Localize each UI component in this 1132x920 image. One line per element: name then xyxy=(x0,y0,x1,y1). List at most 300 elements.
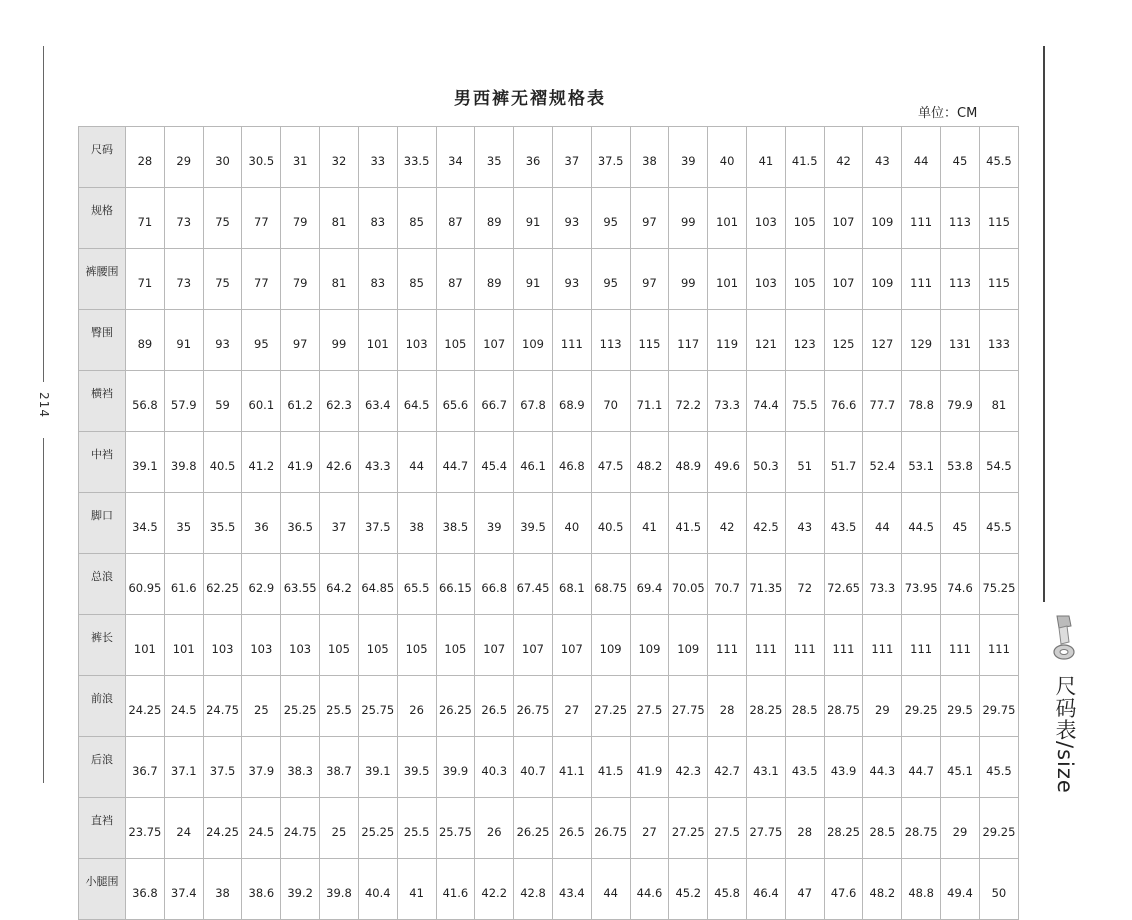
table-cell: 43.4 xyxy=(552,859,591,920)
table-cell: 105 xyxy=(436,615,475,676)
table-cell: 24.75 xyxy=(203,676,242,737)
table-cell: 70.7 xyxy=(708,554,747,615)
page-number: 214 xyxy=(37,392,51,418)
table-cell: 42.2 xyxy=(475,859,514,920)
table-cell: 51.7 xyxy=(824,432,863,493)
size-spec-table xyxy=(78,126,1019,920)
table-cell: 113 xyxy=(591,310,630,371)
table-cell: 38 xyxy=(397,493,436,554)
table-cell: 35.5 xyxy=(203,493,242,554)
table-cell: 119 xyxy=(708,310,747,371)
table-cell: 41 xyxy=(747,127,786,188)
table-cell: 42.5 xyxy=(747,493,786,554)
table-cell: 66.15 xyxy=(436,554,475,615)
table-cell: 41.5 xyxy=(785,127,824,188)
table-cell: 39.5 xyxy=(397,737,436,798)
table-cell: 111 xyxy=(747,615,786,676)
table-row xyxy=(79,676,1019,737)
table-cell: 127 xyxy=(863,310,902,371)
table-cell: 41 xyxy=(630,493,669,554)
table-cell: 111 xyxy=(863,615,902,676)
table-row xyxy=(79,859,1019,920)
table-cell: 28 xyxy=(708,676,747,737)
table-cell: 79.9 xyxy=(941,371,980,432)
table-cell: 75.5 xyxy=(785,371,824,432)
table-cell: 91 xyxy=(514,249,553,310)
table-cell: 27.5 xyxy=(630,676,669,737)
table-cell: 25.75 xyxy=(358,676,397,737)
row-header: 总浪 xyxy=(79,554,126,615)
table-cell: 28.75 xyxy=(824,676,863,737)
table-cell: 39.9 xyxy=(436,737,475,798)
table-cell: 111 xyxy=(902,249,941,310)
table-cell: 38.3 xyxy=(281,737,320,798)
table-cell: 38.5 xyxy=(436,493,475,554)
table-cell: 33.5 xyxy=(397,127,436,188)
table-cell: 105 xyxy=(785,249,824,310)
table-cell: 42.8 xyxy=(514,859,553,920)
table-cell: 44 xyxy=(591,859,630,920)
table-cell: 45.2 xyxy=(669,859,708,920)
table-cell: 103 xyxy=(747,249,786,310)
table-cell: 68.9 xyxy=(552,371,591,432)
table-cell: 28.5 xyxy=(863,798,902,859)
table-cell: 111 xyxy=(708,615,747,676)
row-header: 臀围 xyxy=(79,310,126,371)
table-cell: 43 xyxy=(785,493,824,554)
table-cell: 36 xyxy=(242,493,281,554)
table-cell: 26 xyxy=(475,798,514,859)
table-cell: 121 xyxy=(747,310,786,371)
table-cell: 131 xyxy=(941,310,980,371)
table-cell: 27 xyxy=(552,676,591,737)
table-cell: 26.75 xyxy=(591,798,630,859)
table-cell: 25.5 xyxy=(320,676,359,737)
table-cell: 28.25 xyxy=(747,676,786,737)
row-header: 前浪 xyxy=(79,676,126,737)
table-cell: 51 xyxy=(785,432,824,493)
table-cell: 37.5 xyxy=(203,737,242,798)
table-cell: 83 xyxy=(358,249,397,310)
table-cell: 30.5 xyxy=(242,127,281,188)
table-cell: 25.25 xyxy=(281,676,320,737)
table-cell: 27.75 xyxy=(669,676,708,737)
right-margin-line xyxy=(1043,46,1045,602)
table-cell: 125 xyxy=(824,310,863,371)
table-cell: 71.1 xyxy=(630,371,669,432)
table-cell: 43 xyxy=(863,127,902,188)
table-cell: 44 xyxy=(863,493,902,554)
table-cell: 105 xyxy=(785,188,824,249)
table-cell: 103 xyxy=(747,188,786,249)
table-cell: 28 xyxy=(126,127,165,188)
table-cell: 63.55 xyxy=(281,554,320,615)
table-cell: 38 xyxy=(630,127,669,188)
table-cell: 99 xyxy=(669,188,708,249)
table-cell: 28.75 xyxy=(902,798,941,859)
table-cell: 46.8 xyxy=(552,432,591,493)
table-cell: 99 xyxy=(320,310,359,371)
table-cell: 103 xyxy=(203,615,242,676)
table-cell: 25.75 xyxy=(436,798,475,859)
table-cell: 38 xyxy=(203,859,242,920)
table-cell: 93 xyxy=(203,310,242,371)
table-cell: 25 xyxy=(242,676,281,737)
row-header: 中裆 xyxy=(79,432,126,493)
table-cell: 37.1 xyxy=(164,737,203,798)
table-cell: 34 xyxy=(436,127,475,188)
table-cell: 113 xyxy=(941,249,980,310)
table-cell: 97 xyxy=(630,249,669,310)
table-cell: 49.4 xyxy=(941,859,980,920)
table-cell: 91 xyxy=(164,310,203,371)
table-cell: 57.9 xyxy=(164,371,203,432)
table-cell: 109 xyxy=(863,249,902,310)
table-cell: 93 xyxy=(552,188,591,249)
table-cell: 29.25 xyxy=(979,798,1018,859)
table-cell: 26.25 xyxy=(436,676,475,737)
table-cell: 79 xyxy=(281,188,320,249)
table-cell: 65.5 xyxy=(397,554,436,615)
table-cell: 31 xyxy=(281,127,320,188)
table-cell: 113 xyxy=(941,188,980,249)
table-cell: 78.8 xyxy=(902,371,941,432)
table-cell: 73.95 xyxy=(902,554,941,615)
table-cell: 101 xyxy=(708,188,747,249)
table-cell: 38.7 xyxy=(320,737,359,798)
table-cell: 45.5 xyxy=(979,493,1018,554)
table-cell: 69.4 xyxy=(630,554,669,615)
row-header: 裤腰围 xyxy=(79,249,126,310)
table-row xyxy=(79,737,1019,798)
table-cell: 109 xyxy=(514,310,553,371)
table-cell: 73.3 xyxy=(708,371,747,432)
table-cell: 68.1 xyxy=(552,554,591,615)
table-cell: 43.1 xyxy=(747,737,786,798)
table-cell: 40.7 xyxy=(514,737,553,798)
table-cell: 75 xyxy=(203,188,242,249)
table-cell: 37 xyxy=(320,493,359,554)
table-cell: 73 xyxy=(164,188,203,249)
table-cell: 53.8 xyxy=(941,432,980,493)
side-label: 尺码表/size xyxy=(1053,675,1077,794)
table-row xyxy=(79,188,1019,249)
table-cell: 28.25 xyxy=(824,798,863,859)
table-cell: 32 xyxy=(320,127,359,188)
table-row xyxy=(79,798,1019,859)
table-cell: 70 xyxy=(591,371,630,432)
table-cell: 59 xyxy=(203,371,242,432)
table-cell: 65.6 xyxy=(436,371,475,432)
table-cell: 29 xyxy=(941,798,980,859)
table-cell: 40.4 xyxy=(358,859,397,920)
table-cell: 44.3 xyxy=(863,737,902,798)
table-cell: 26.25 xyxy=(514,798,553,859)
table-cell: 37.5 xyxy=(358,493,397,554)
table-cell: 45 xyxy=(941,127,980,188)
table-cell: 111 xyxy=(979,615,1018,676)
table-cell: 111 xyxy=(941,615,980,676)
table-cell: 45.1 xyxy=(941,737,980,798)
table-cell: 64.85 xyxy=(358,554,397,615)
table-cell: 40.5 xyxy=(591,493,630,554)
table-cell: 117 xyxy=(669,310,708,371)
table-cell: 74.4 xyxy=(747,371,786,432)
table-cell: 39 xyxy=(475,493,514,554)
table-row xyxy=(79,249,1019,310)
table-cell: 66.7 xyxy=(475,371,514,432)
table-cell: 105 xyxy=(320,615,359,676)
table-cell: 45.4 xyxy=(475,432,514,493)
table-cell: 99 xyxy=(669,249,708,310)
table-cell: 43.3 xyxy=(358,432,397,493)
table-cell: 109 xyxy=(630,615,669,676)
table-cell: 53.1 xyxy=(902,432,941,493)
table-cell: 111 xyxy=(902,188,941,249)
table-cell: 103 xyxy=(281,615,320,676)
table-cell: 41.9 xyxy=(281,432,320,493)
table-cell: 101 xyxy=(126,615,165,676)
table-cell: 56.8 xyxy=(126,371,165,432)
table-cell: 42 xyxy=(708,493,747,554)
table-cell: 42.6 xyxy=(320,432,359,493)
table-cell: 27.25 xyxy=(591,676,630,737)
table-cell: 111 xyxy=(552,310,591,371)
table-cell: 36 xyxy=(514,127,553,188)
table-cell: 29.25 xyxy=(902,676,941,737)
table-cell: 45 xyxy=(941,493,980,554)
table-cell: 63.4 xyxy=(358,371,397,432)
table-cell: 43.5 xyxy=(785,737,824,798)
table-row xyxy=(79,310,1019,371)
table-row xyxy=(79,371,1019,432)
table-cell: 54.5 xyxy=(979,432,1018,493)
table-cell: 40.5 xyxy=(203,432,242,493)
table-cell: 81 xyxy=(320,249,359,310)
table-cell: 97 xyxy=(630,188,669,249)
row-header: 小腿围 xyxy=(79,859,126,920)
table-cell: 107 xyxy=(475,615,514,676)
table-cell: 62.3 xyxy=(320,371,359,432)
table-cell: 115 xyxy=(979,188,1018,249)
page-title: 男西裤无褶规格表 xyxy=(454,89,606,109)
table-cell: 39 xyxy=(669,127,708,188)
table-cell: 41.1 xyxy=(552,737,591,798)
table-cell: 71 xyxy=(126,249,165,310)
left-margin-line-top xyxy=(43,46,44,382)
row-header: 脚口 xyxy=(79,493,126,554)
table-cell: 77.7 xyxy=(863,371,902,432)
table-cell: 95 xyxy=(242,310,281,371)
table-cell: 81 xyxy=(320,188,359,249)
table-cell: 26.5 xyxy=(552,798,591,859)
table-cell: 77 xyxy=(242,249,281,310)
table-cell: 103 xyxy=(242,615,281,676)
table-cell: 52.4 xyxy=(863,432,902,493)
table-cell: 115 xyxy=(630,310,669,371)
table-cell: 45.8 xyxy=(708,859,747,920)
table-cell: 85 xyxy=(397,249,436,310)
table-cell: 37.9 xyxy=(242,737,281,798)
table-cell: 129 xyxy=(902,310,941,371)
table-cell: 79 xyxy=(281,249,320,310)
tape-measure-icon xyxy=(1049,612,1077,662)
table-cell: 24 xyxy=(164,798,203,859)
table-cell: 105 xyxy=(436,310,475,371)
table-cell: 43.9 xyxy=(824,737,863,798)
table-cell: 111 xyxy=(824,615,863,676)
table-cell: 44 xyxy=(397,432,436,493)
left-margin-line-bottom xyxy=(43,438,44,783)
table-cell: 42.7 xyxy=(708,737,747,798)
table-cell: 38.6 xyxy=(242,859,281,920)
table-cell: 75.25 xyxy=(979,554,1018,615)
table-cell: 27.75 xyxy=(747,798,786,859)
table-cell: 83 xyxy=(358,188,397,249)
table-cell: 39.8 xyxy=(164,432,203,493)
table-cell: 50.3 xyxy=(747,432,786,493)
table-cell: 24.25 xyxy=(126,676,165,737)
table-cell: 91 xyxy=(514,188,553,249)
table-cell: 133 xyxy=(979,310,1018,371)
table-cell: 47 xyxy=(785,859,824,920)
row-header: 后浪 xyxy=(79,737,126,798)
table-cell: 23.75 xyxy=(126,798,165,859)
table-cell: 25.25 xyxy=(358,798,397,859)
table-cell: 29 xyxy=(164,127,203,188)
table-cell: 44.7 xyxy=(902,737,941,798)
table-cell: 41.5 xyxy=(591,737,630,798)
table-cell: 105 xyxy=(358,615,397,676)
row-header: 规格 xyxy=(79,188,126,249)
table-cell: 60.1 xyxy=(242,371,281,432)
table-cell: 109 xyxy=(863,188,902,249)
table-cell: 24.75 xyxy=(281,798,320,859)
table-cell: 33 xyxy=(358,127,397,188)
table-cell: 30 xyxy=(203,127,242,188)
table-cell: 50 xyxy=(979,859,1018,920)
unit-label: 单位：CM xyxy=(918,106,978,121)
table-cell: 41.9 xyxy=(630,737,669,798)
table-cell: 43.5 xyxy=(824,493,863,554)
table-cell: 48.2 xyxy=(863,859,902,920)
table-cell: 101 xyxy=(164,615,203,676)
table-cell: 111 xyxy=(785,615,824,676)
table-row xyxy=(79,432,1019,493)
table-cell: 107 xyxy=(514,615,553,676)
table-cell: 39.8 xyxy=(320,859,359,920)
table-cell: 36.5 xyxy=(281,493,320,554)
table-cell: 74.6 xyxy=(941,554,980,615)
table-cell: 36.8 xyxy=(126,859,165,920)
table-row xyxy=(79,615,1019,676)
table-cell: 71.35 xyxy=(747,554,786,615)
table-cell: 72.65 xyxy=(824,554,863,615)
table-cell: 76.6 xyxy=(824,371,863,432)
table-cell: 39.1 xyxy=(358,737,397,798)
table-cell: 44.7 xyxy=(436,432,475,493)
table-cell: 107 xyxy=(824,188,863,249)
table-cell: 89 xyxy=(475,188,514,249)
table-cell: 34.5 xyxy=(126,493,165,554)
row-header: 横裆 xyxy=(79,371,126,432)
table-cell: 95 xyxy=(591,249,630,310)
table-cell: 85 xyxy=(397,188,436,249)
table-cell: 93 xyxy=(552,249,591,310)
table-cell: 27.5 xyxy=(708,798,747,859)
table-cell: 109 xyxy=(591,615,630,676)
table-cell: 64.5 xyxy=(397,371,436,432)
table-cell: 36.7 xyxy=(126,737,165,798)
table-cell: 107 xyxy=(824,249,863,310)
table-cell: 45.5 xyxy=(979,737,1018,798)
table-cell: 42.3 xyxy=(669,737,708,798)
table-cell: 97 xyxy=(281,310,320,371)
table-cell: 45.5 xyxy=(979,127,1018,188)
table-cell: 27.25 xyxy=(669,798,708,859)
table-cell: 28 xyxy=(785,798,824,859)
table-cell: 109 xyxy=(669,615,708,676)
table-cell: 107 xyxy=(475,310,514,371)
table-cell: 41.5 xyxy=(669,493,708,554)
table-cell: 29.5 xyxy=(941,676,980,737)
table-cell: 103 xyxy=(397,310,436,371)
table-cell: 72 xyxy=(785,554,824,615)
table-cell: 48.9 xyxy=(669,432,708,493)
table-cell: 68.75 xyxy=(591,554,630,615)
table-cell: 39.5 xyxy=(514,493,553,554)
table-cell: 40.3 xyxy=(475,737,514,798)
table-cell: 37.5 xyxy=(591,127,630,188)
table-cell: 67.45 xyxy=(514,554,553,615)
table-cell: 28.5 xyxy=(785,676,824,737)
table-cell: 41 xyxy=(397,859,436,920)
table-cell: 64.2 xyxy=(320,554,359,615)
table-cell: 48.8 xyxy=(902,859,941,920)
table-cell: 62.25 xyxy=(203,554,242,615)
table-cell: 107 xyxy=(552,615,591,676)
table-cell: 61.6 xyxy=(164,554,203,615)
table-cell: 71 xyxy=(126,188,165,249)
table-cell: 89 xyxy=(475,249,514,310)
table-cell: 44 xyxy=(902,127,941,188)
table-cell: 81 xyxy=(979,371,1018,432)
table-cell: 44.5 xyxy=(902,493,941,554)
table-cell: 26 xyxy=(397,676,436,737)
table-cell: 87 xyxy=(436,249,475,310)
table-cell: 29.75 xyxy=(979,676,1018,737)
table-cell: 77 xyxy=(242,188,281,249)
table-cell: 115 xyxy=(979,249,1018,310)
table-cell: 47.5 xyxy=(591,432,630,493)
table-cell: 35 xyxy=(164,493,203,554)
table-cell: 29 xyxy=(863,676,902,737)
table-cell: 61.2 xyxy=(281,371,320,432)
table-cell: 40 xyxy=(708,127,747,188)
table-cell: 73.3 xyxy=(863,554,902,615)
table-cell: 95 xyxy=(591,188,630,249)
table-cell: 66.8 xyxy=(475,554,514,615)
table-cell: 89 xyxy=(126,310,165,371)
row-header: 裤长 xyxy=(79,615,126,676)
table-cell: 37.4 xyxy=(164,859,203,920)
table-cell: 46.4 xyxy=(747,859,786,920)
table-cell: 44.6 xyxy=(630,859,669,920)
table-cell: 27 xyxy=(630,798,669,859)
table-cell: 72.2 xyxy=(669,371,708,432)
table-row xyxy=(79,554,1019,615)
table-cell: 41.2 xyxy=(242,432,281,493)
